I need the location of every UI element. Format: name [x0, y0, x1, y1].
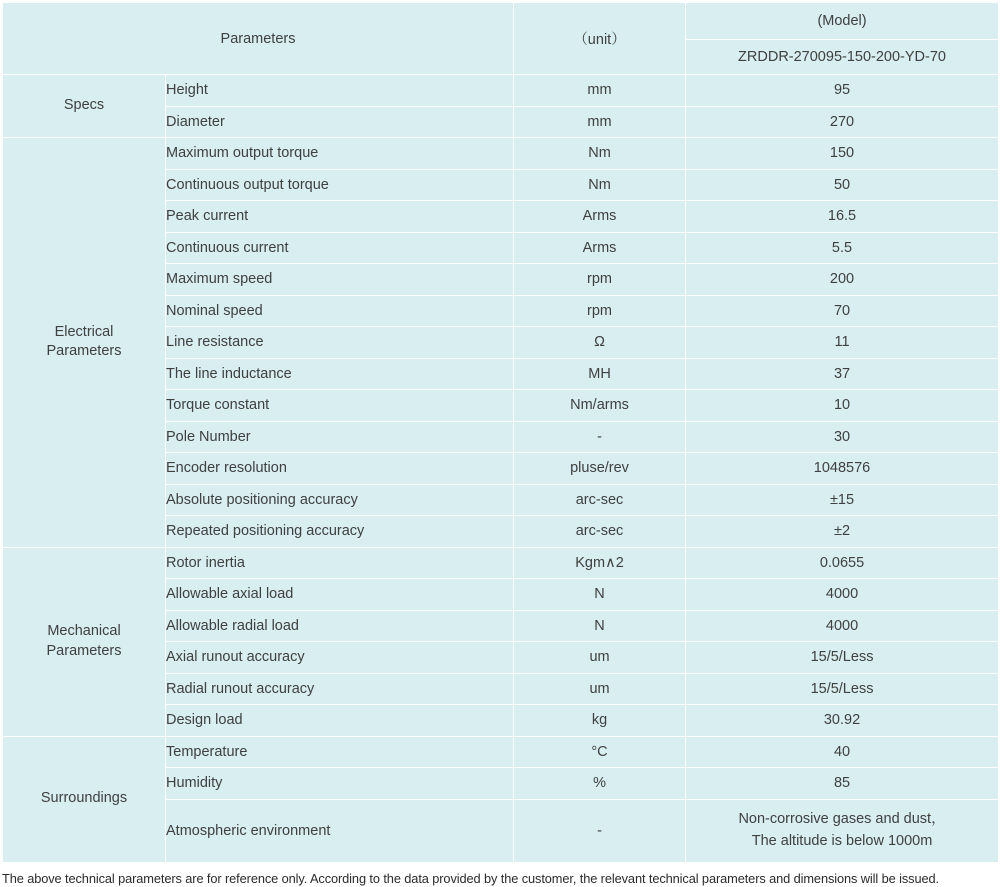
param-value: 30 [686, 421, 999, 453]
param-unit: arc-sec [514, 516, 686, 548]
group-label-line1: Mechanical [47, 623, 120, 639]
table-row [3, 75, 999, 107]
param-unit: Kgm∧2 [514, 547, 686, 579]
group-label-line2: Parameters [47, 643, 122, 659]
param-name: Continuous current [166, 232, 514, 264]
table-row [3, 138, 999, 170]
param-name: Rotor inertia [166, 547, 514, 579]
param-value [686, 799, 999, 862]
param-unit: N [514, 610, 686, 642]
param-unit: mm [514, 106, 686, 138]
param-value-line1: Non-corrosive gases and dust， [738, 811, 945, 827]
table-row [3, 547, 999, 579]
param-value: 16.5 [686, 201, 999, 233]
header-model-value: ZRDDR-270095-150-200-YD-70 [686, 40, 999, 75]
param-name: Pole Number [166, 421, 514, 453]
param-unit: arc-sec [514, 484, 686, 516]
param-value-line2: The altitude is below 1000m [752, 833, 933, 849]
param-value: 4000 [686, 610, 999, 642]
param-name: Humidity [166, 768, 514, 800]
group-label-surroundings: Surroundings [3, 736, 166, 862]
spec-sheet [0, 2, 1000, 887]
param-name: Height [166, 75, 514, 107]
param-name: Encoder resolution [166, 453, 514, 485]
param-unit: % [514, 768, 686, 800]
group-label-line1: Electrical [55, 324, 114, 340]
param-value: 150 [686, 138, 999, 170]
param-name: Maximum output torque [166, 138, 514, 170]
param-unit: MH [514, 358, 686, 390]
param-unit: N [514, 579, 686, 611]
param-value: 1048576 [686, 453, 999, 485]
param-value: 40 [686, 736, 999, 768]
param-unit: mm [514, 75, 686, 107]
param-value: 37 [686, 358, 999, 390]
header-model-label: (Model) [686, 3, 999, 40]
param-unit: - [514, 799, 686, 862]
param-name: Torque constant [166, 390, 514, 422]
param-value: 95 [686, 75, 999, 107]
group-label-electrical-parameters [3, 138, 166, 548]
param-value: 11 [686, 327, 999, 359]
param-name: Line resistance [166, 327, 514, 359]
param-unit: um [514, 673, 686, 705]
param-value: 200 [686, 264, 999, 296]
param-unit: kg [514, 705, 686, 737]
param-value: 70 [686, 295, 999, 327]
param-name: Repeated positioning accuracy [166, 516, 514, 548]
param-unit: Arms [514, 232, 686, 264]
param-value: 50 [686, 169, 999, 201]
param-name: Nominal speed [166, 295, 514, 327]
param-value: 10 [686, 390, 999, 422]
param-name: Diameter [166, 106, 514, 138]
param-name: Continuous output torque [166, 169, 514, 201]
param-name: Allowable axial load [166, 579, 514, 611]
param-value: 30.92 [686, 705, 999, 737]
param-unit: um [514, 642, 686, 674]
param-value: ±15 [686, 484, 999, 516]
param-value: 4000 [686, 579, 999, 611]
header-unit: （unit） [514, 3, 686, 75]
param-value: 15/5/Less [686, 642, 999, 674]
group-label-specs: Specs [3, 75, 166, 138]
param-unit: - [514, 421, 686, 453]
param-name: Axial runout accuracy [166, 642, 514, 674]
param-name: Design load [166, 705, 514, 737]
param-name: Temperature [166, 736, 514, 768]
footnote: The above technical parameters are for reference only. According to the data provided by the customer, the relevant technical parameters and dimensions will be issued. [2, 871, 998, 887]
param-unit: Nm/arms [514, 390, 686, 422]
param-unit: °C [514, 736, 686, 768]
param-name: Allowable radial load [166, 610, 514, 642]
param-value: ±2 [686, 516, 999, 548]
param-unit: Arms [514, 201, 686, 233]
param-name: Peak current [166, 201, 514, 233]
param-unit: Nm [514, 169, 686, 201]
header-parameters: Parameters [3, 3, 514, 75]
param-name: The line inductance [166, 358, 514, 390]
param-value: 5.5 [686, 232, 999, 264]
param-name: Atmospheric environment [166, 799, 514, 862]
group-label-line2: Parameters [47, 343, 122, 359]
param-value: 85 [686, 768, 999, 800]
param-unit: Nm [514, 138, 686, 170]
param-unit: pluse/rev [514, 453, 686, 485]
group-label-mechanical-parameters [3, 547, 166, 736]
param-name: Maximum speed [166, 264, 514, 296]
param-name: Absolute positioning accuracy [166, 484, 514, 516]
param-name: Radial runout accuracy [166, 673, 514, 705]
param-value: 15/5/Less [686, 673, 999, 705]
param-value: 0.0655 [686, 547, 999, 579]
param-unit: Ω [514, 327, 686, 359]
param-unit: rpm [514, 264, 686, 296]
param-value: 270 [686, 106, 999, 138]
specifications-table [2, 2, 999, 863]
table-header-row [3, 3, 999, 40]
table-row [3, 736, 999, 768]
param-unit: rpm [514, 295, 686, 327]
